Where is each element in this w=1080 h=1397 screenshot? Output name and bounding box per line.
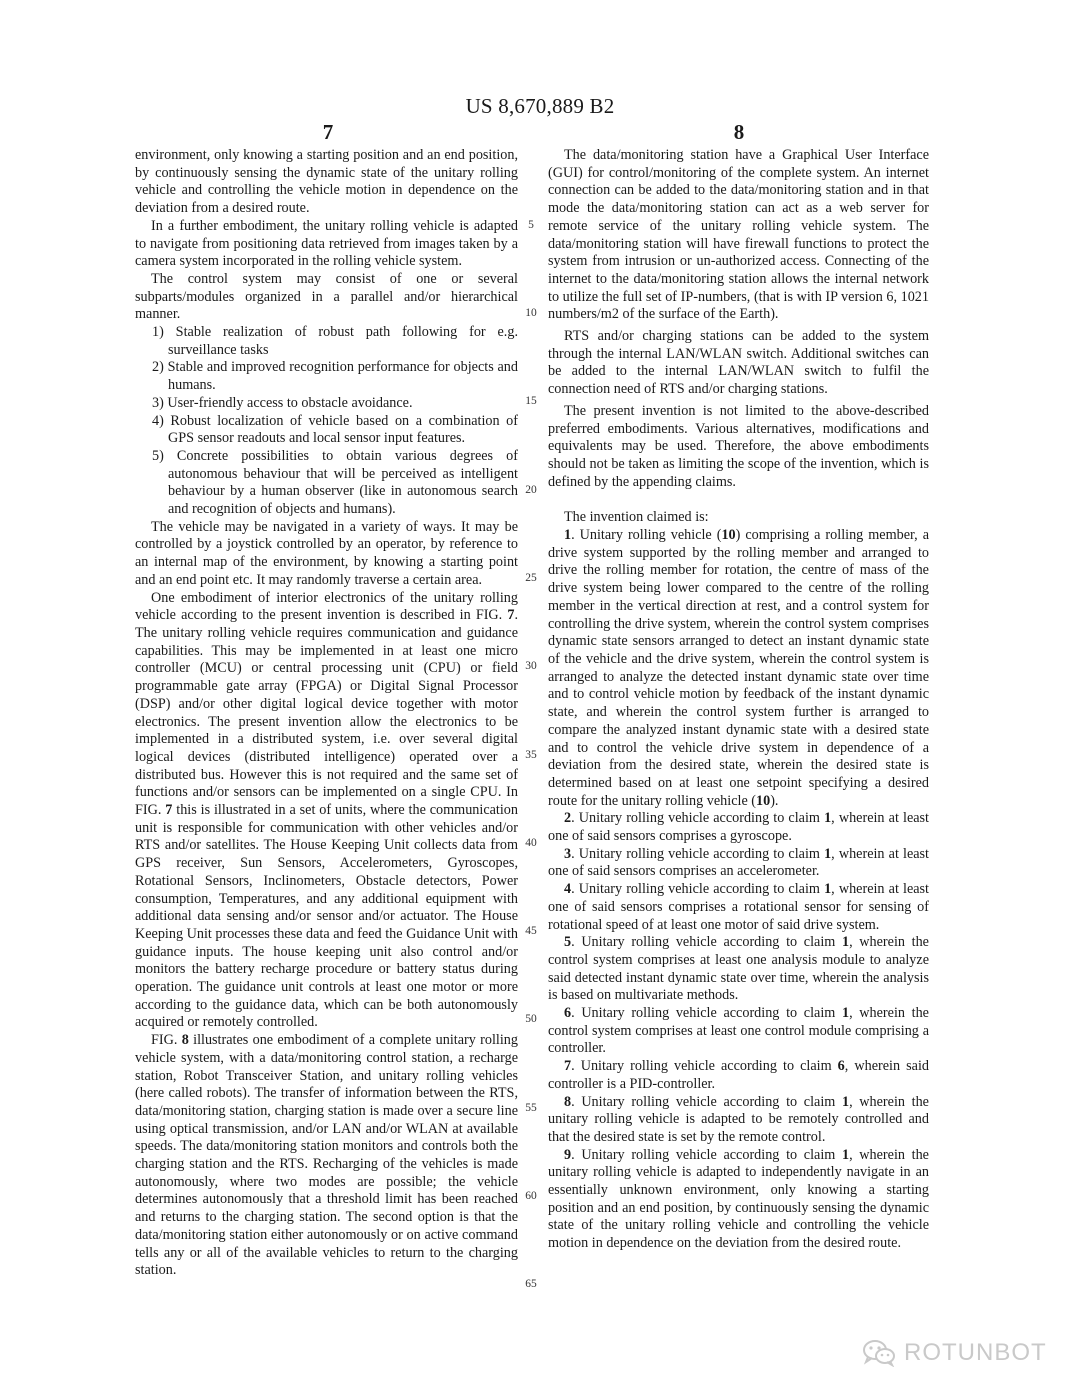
line-number: 10: [525, 307, 537, 319]
line-number: 60: [525, 1190, 537, 1202]
wechat-icon: [862, 1339, 896, 1367]
list-item: 5) Concrete possibilities to obtain various degrees of autonomous behaviour that will be perceived as intelligent behaviour by a human observer (like in autonomous search and recognition of objects and humans).: [152, 447, 518, 518]
line-number: 25: [525, 572, 537, 584]
subparts-list: [135, 324, 518, 519]
claim: 3. Unitary rolling vehicle according to claim 1, wherein at least one of said sensors comprises an accelerometer.: [548, 845, 929, 880]
claims-intro: The invention claimed is:: [564, 509, 709, 526]
figure-ref: 8: [181, 1032, 189, 1049]
claim: 9. Unitary rolling vehicle according to claim 1, wherein the unitary rolling vehicle is adapted to independently navigate in an essentially unknown environment, only knowing a starting position and an end position, by continuously sensing the dynamic state of the unitary rolling vehicle and controlling the vehicle motion in dependence on the deviation from the desired route.: [548, 1146, 929, 1252]
left-column: [135, 147, 518, 1280]
page-number-left: 7: [322, 120, 334, 144]
paragraph: One embodiment of interior electronics of the unitary rolling vehicle according to the present invention is described in FIG. 7. The unitary rolling vehicle requires communication and guidance capabilities. This may be implemented in at least one micro controller (MCU) or central processing unit (CPU) or field programmable gate array (FPGA) or Digital Signal Processor (DSP) and/or other digital logical device together with motor electronics. The present invention allow the electronics to be implemented in a distributed system, i.e. over several digital logical devices (distributed intelligence) operated over a distributed bus. However this is not required and the same set of functions and/or sensors can be implemented on a single CPU. In FIG. 7 this is illustrated in a set of units, where the communication unit is responsible for communication with other vehicles and/or RTS and/or satellites. The House Keeping Unit collects data from GPS receiver, Sun Sensors, Accelerometers, Gyroscopes, Rotational Sensors, Inclinometers, Obstacle detectors, Power consumption, Temperatures, and any additional equipment with additional data sensing and/or sensor and/or actuator. The House Keeping Unit processes these data and feed the Guidance Unit with guidance inputs. The house keeping unit also control and/or monitors the battery recharge procedure or battery status during operation. The guidance unit controls at least one motor or more according to the guidance data, which can be both autonomously acquired or remotely controlled.: [135, 589, 518, 1031]
claim: 7. Unitary rolling vehicle according to claim 6, wherein said controller is a PID-controller.: [548, 1058, 929, 1092]
claim: 8. Unitary rolling vehicle according to claim 1, wherein the unitary rolling vehicle is adapted to be remotely controlled and that the desired state is set by the remote control.: [548, 1093, 929, 1145]
claim: 5. Unitary rolling vehicle according to claim 1, wherein the control system comprises at least one analysis module to analyze said detected instant dynamic state over time, wherein the analysis is based on multivariate methods.: [548, 934, 929, 1004]
claim: 1. Unitary rolling vehicle (10) comprising a rolling member, a drive system supported by the rolling member and arranged to drive the rolling member for rotation, the centre of mass of the drive system being lower compared to the centre of the rolling member in the vertical direction at rest, and a control system for controlling the drive system, wherein the control system comprises dynamic state sensors arranged to detect an instant dynamic state of the vehicle and the drive system, wherein the control system is arranged to analyze the detected instant dynamic state over time and to control vehicle motion by feedback of the instant dynamic state, and wherein the control system further is arranged to compare the analyzed instant dynamic state with a desired state and to control the vehicle drive system in dependence of a deviation from the desired state, wherein the desired state is determined based on at least one setpoint specifying a desired route for the unitary rolling vehicle (10).: [548, 527, 929, 809]
paragraph: RTS and/or charging stations can be added to the system through the internal LAN/WLAN switch. Additional switches can be added to the internal LAN/WLAN switch to fulfil the connection need of RTS and/or charging stations.: [548, 328, 929, 398]
paragraph: In a further embodiment, the unitary rolling vehicle is adapted to navigate from positioning data retrieved from images taken by a camera system incorporated in the rolling vehicle system.: [135, 217, 518, 270]
list-item: 3) User-friendly access to obstacle avoidance.: [152, 394, 413, 411]
paragraph: The data/monitoring station have a Graphical User Interface (GUI) for control/monitoring of the complete system. An internet connection can be added to the data/monitoring station and in that mode the data/monitoring station can act as a web server for remote service of the unitary rolling vehicle system. The data/monitoring station will have firewall functions to protect the system from intrusion or un-authorized access. Connecting of the internet to the data/monitoring station allows the internal network to utilize the full set of IP-numbers, (that is with IP version 6, 1021 numbers/m2 of the surface of the Earth).: [548, 147, 929, 323]
paragraph: The present invention is not limited to the above-described preferred embodiments. Various alternatives, modifications and equivalents may be used. Therefore, the above embodiments should not be taken as limiting the scope of the invention, which is defined by the appending claims.: [548, 402, 929, 490]
paragraph: environment, only knowing a starting position and an end position, by continuously sensing the dynamic state of the unitary rolling vehicle and controlling the vehicle motion in dependence on the deviation from a desired route.: [135, 147, 518, 217]
watermark-text: ROTUNBOT: [904, 1339, 1047, 1366]
line-number: 5: [528, 219, 534, 231]
claim: 2. Unitary rolling vehicle according to claim 1, wherein at least one of said sensors comprises a gyroscope.: [548, 810, 929, 845]
patent-number: US 8,670,889 B2: [465, 94, 615, 118]
line-number: 40: [525, 837, 537, 849]
watermark: [862, 1338, 1047, 1368]
line-numbers: [519, 0, 545, 1397]
line-number: 35: [525, 749, 537, 761]
claim: 6. Unitary rolling vehicle according to claim 1, wherein the control system comprises at least one control module comprising a controller.: [548, 1005, 929, 1057]
line-number: 65: [525, 1278, 537, 1290]
line-number: 50: [525, 1013, 537, 1025]
list-item: 1) Stable realization of robust path following for e.g. surveillance tasks: [152, 324, 518, 358]
list-item: 4) Robust localization of vehicle based on a combination of GPS sensor readouts and local sensor input features.: [152, 412, 518, 447]
line-number: 30: [525, 660, 537, 672]
page-number-right: 8: [733, 120, 745, 144]
list-item: 2) Stable and improved recognition performance for objects and humans.: [152, 359, 518, 394]
paragraph: FIG. 8 illustrates one embodiment of a complete unitary rolling vehicle system, with a data/monitoring control station, a recharge station, Robot Transceiver Station, and unitary rolling vehicles (here called robots). The transfer of information between the RTS, data/monitoring station, charging station is made over a secure line using optical transmission, and/or LAN and/or WLAN at available speeds. The data/monitoring station monitors and controls both the charging station and the RTS. Recharging of the vehicles is made autonomously, where two modes are possible; the vehicle determines autonomously that a threshold limit has been reached and returns to the charging station. The second option is that the data/monitoring station either autonomously or on active command tells any or all of the available vehicles to return to the charging station.: [135, 1032, 518, 1279]
line-number: 45: [525, 925, 537, 937]
figure-ref: 7: [165, 802, 173, 819]
line-number: 20: [525, 484, 537, 496]
line-number: 15: [525, 395, 537, 407]
paragraph: The vehicle may be navigated in a variety of ways. It may be controlled by a joystick controlled by an operator, by reference to an internal map of the environment, by knowing a starting point and an end point etc. It may randomly traverse a certain area.: [135, 518, 518, 588]
claim: 4. Unitary rolling vehicle according to claim 1, wherein at least one of said sensors comprises a rotational sensor for sensing of rotational speed of at least one motor of said drive system.: [548, 881, 929, 933]
line-number: 55: [525, 1102, 537, 1114]
figure-ref: 7: [507, 607, 515, 624]
right-column: [548, 147, 929, 1253]
paragraph: The control system may consist of one or several subparts/modules organized in a parallel and/or hierarchical manner.: [135, 270, 518, 323]
